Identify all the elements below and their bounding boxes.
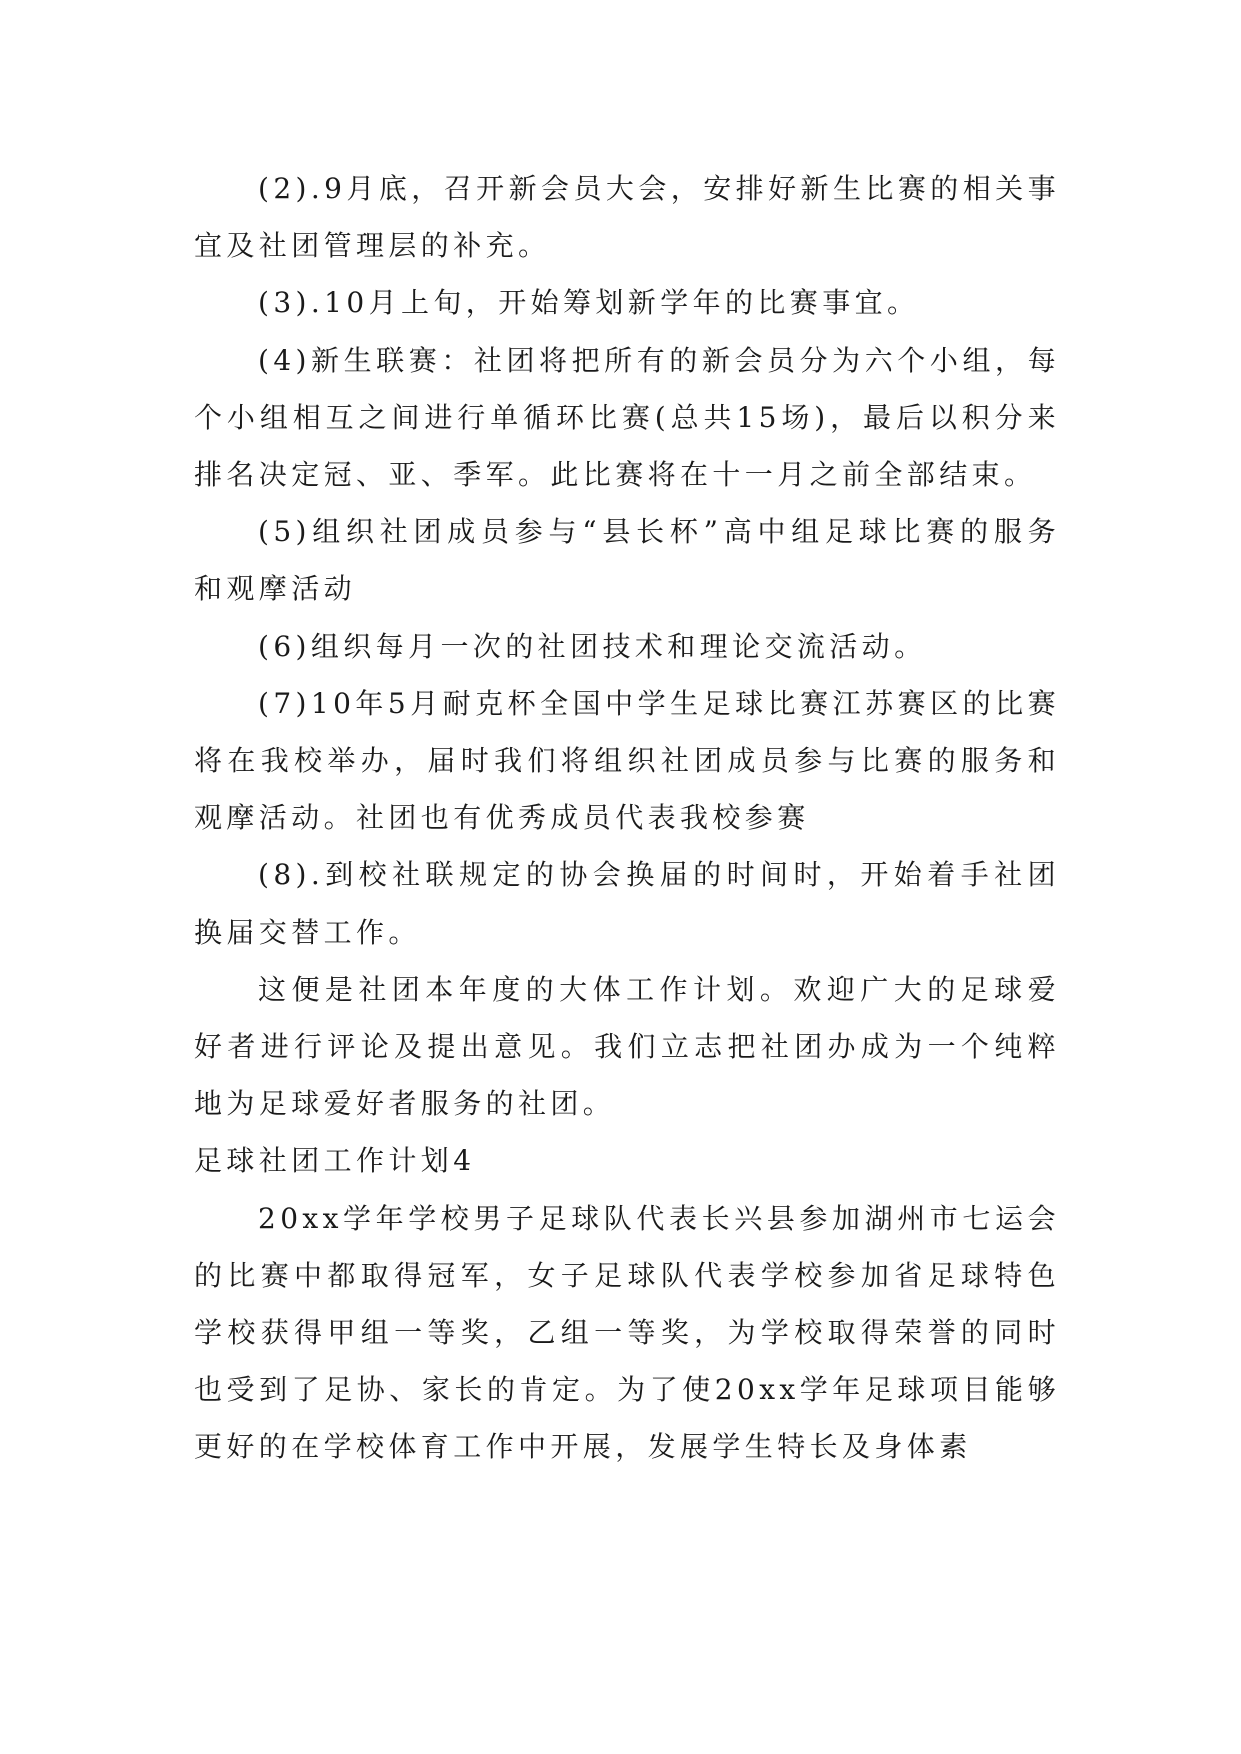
paragraph-item-3: (3).10月上旬，开始筹划新学年的比赛事宜。 — [258, 286, 920, 320]
paragraph-item-2: (2).9月底，召开新会员大会，安排好新生比赛的相关事宜及社团管理层的补充。 — [194, 172, 1060, 263]
section-heading: 足球社团工作计划4 — [194, 1144, 476, 1178]
paragraph-item-5: (5)组织社团成员参与“县长杯”高中组足球比赛的服务和观摩活动 — [194, 515, 1060, 606]
paragraph-item-7: (7)10年5月耐克杯全国中学生足球比赛江苏赛区的比赛将在我校举办，届时我们将组织社团成员参与比赛的服务和观摩活动。社团也有优秀成员代表我校参赛 — [194, 686, 1060, 835]
paragraph-item-6: (6)组织每月一次的社团技术和理论交流活动。 — [258, 629, 927, 663]
section-paragraph: 20xx学年学校男子足球队代表长兴县参加湖州市七运会的比赛中都取得冠军，女子足球队代表学校参加省足球特色学校获得甲组一等奖，乙组一等奖，为学校取得荣誉的同时也受到了足协、家长的肯定。为了使20xx学年足球项目能够更好的在学校体育工作中开展，发展学生特长及身体素 — [194, 1201, 1060, 1464]
document-body — [194, 160, 1060, 1476]
paragraph-item-8: (8).到校社联规定的协会换届的时间时，开始着手社团换届交替工作。 — [194, 858, 1060, 949]
paragraph-item-4: (4)新生联赛：社团将把所有的新会员分为六个小组，每个小组相互之间进行单循环比赛(总共15场)，最后以积分来排名决定冠、亚、季军。此比赛将在十一月之前全部结束。 — [194, 343, 1060, 492]
paragraph-summary: 这便是社团本年度的大体工作计划。欢迎广大的足球爱好者进行评论及提出意见。我们立志把社团办成为一个纯粹地为足球爱好者服务的社团。 — [194, 972, 1060, 1121]
